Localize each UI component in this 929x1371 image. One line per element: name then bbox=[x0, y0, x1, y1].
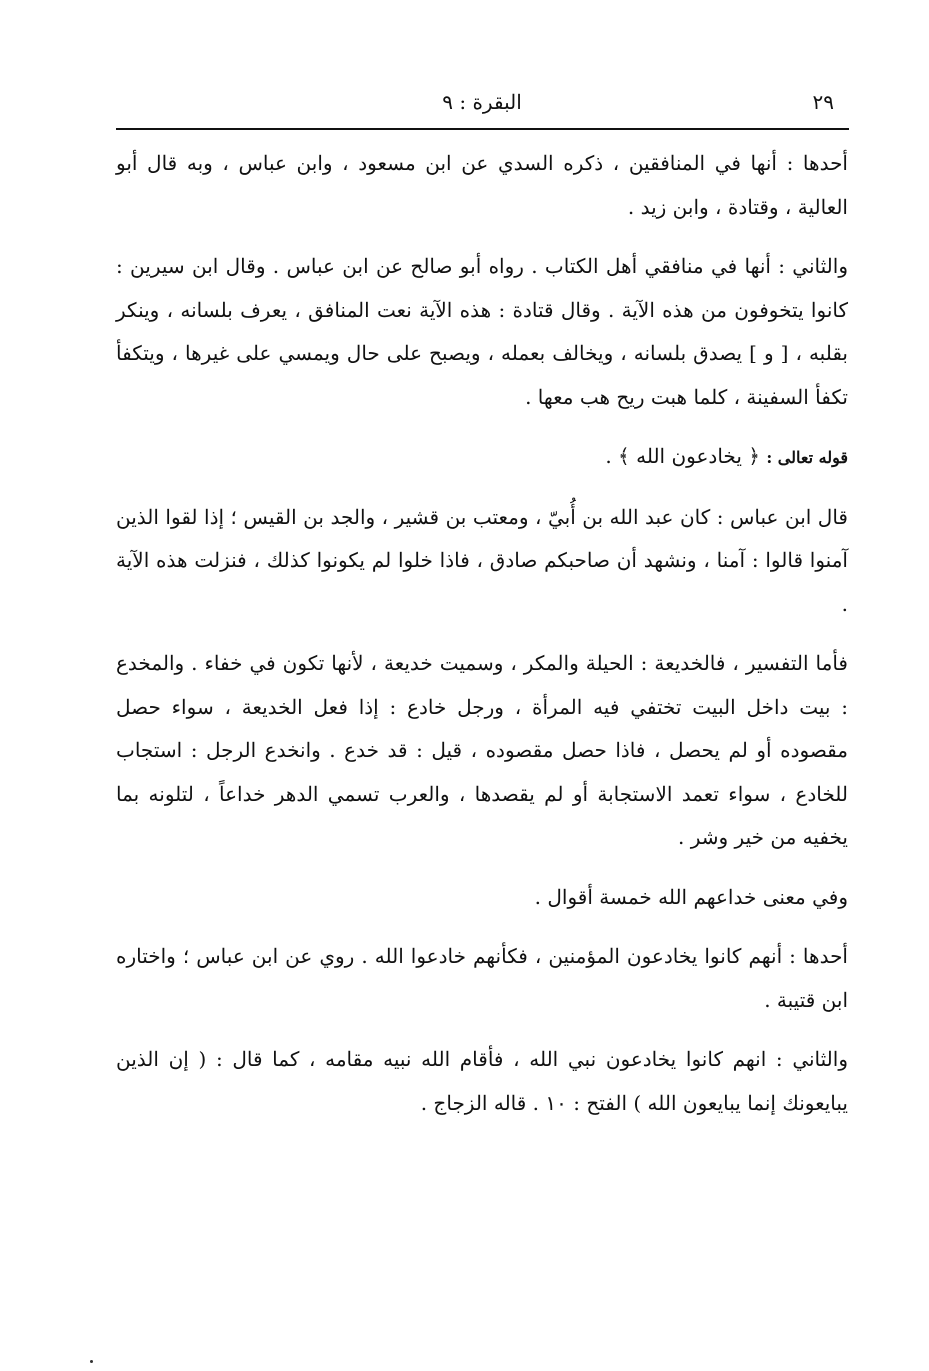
stray-mark bbox=[90, 1360, 93, 1363]
paragraph-7: أحدها : أنهم كانوا يخادعون المؤمنين ، فكأنهم خادعوا الله . روي عن ابن عباس ؛ واختاره ابن قتيبة . bbox=[116, 944, 848, 1012]
page-header bbox=[116, 86, 848, 126]
verse-heading: قوله تعالى : bbox=[766, 448, 848, 467]
paragraph-6: وفي معنى خداعهم الله خمسة أقوال . bbox=[534, 884, 848, 909]
page-number: ٢٩ bbox=[812, 90, 834, 114]
paragraph-1: أحدها : أنها في المنافقين ، ذكره السدي عن ابن مسعود ، وابن عباس ، وبه قال أبو العالية ، وقتادة ، وابن زيد . bbox=[116, 151, 848, 219]
quran-verse: ﴿ يخادعون الله ﴾ . bbox=[605, 444, 760, 468]
paragraph-4: قال ابن عباس : كان عبد الله بن أُبيّ ، ومعتب بن قشير ، والجد بن القيس ؛ إذا لقوا الذين آمنوا قالوا : آمنا ، ونشهد أن صاحبكم صادق ، فاذا خلوا لم يكونوا كذلك ، فنزلت هذه الآية . bbox=[116, 504, 848, 616]
paragraph-5: فأما التفسير ، فالخديعة : الحيلة والمكر ، وسميت خديعة ، لأنها تكون في خفاء . والمخدع : بيت داخل البيت تختفي فيه المرأة ، ورجل خادع : إذا فعل الخديعة ، سواء حصل مقصوده أو لم يحصل ، فاذا حصل مقصوده ، قيل : قد خدع . وانخدع الرجل : استجاب للخادع ، سواء تعمد الاستجابة أو لم يقصدها ، والعرب تسمي الدهر خداعاً ، لتلونه بما يخفيه من خير وشر . bbox=[116, 651, 848, 849]
header-rule bbox=[116, 128, 849, 130]
running-title: البقرة : ٩ bbox=[442, 90, 522, 114]
paragraph-8: والثاني : انهم كانوا يخادعون نبي الله ، فأقام الله نبيه مقامه ، كما قال : ( إن الذين يبايعونك إنما يبايعون الله ) الفتح : ١٠ . قاله الزجاج . bbox=[116, 1047, 848, 1115]
verse-heading-line bbox=[116, 435, 848, 480]
paragraph-2: والثاني : أنها في منافقي أهل الكتاب . رواه أبو صالح عن ابن عباس . وقال ابن سيرين : كانوا يتخوفون من هذه الآية . وقال قتادة : هذه الآية نعت المنافق ، يعرف بلسانه ، وينكر بقلبه ، [ و ] يصدق بلسانه ، ويخالف بعمله ، ويصبح على حال ويمسي على غيرها ، ويتكفأ تكفأ السفينة ، كلما هبت ريح هب معها . bbox=[116, 254, 848, 409]
body-text bbox=[116, 142, 848, 1125]
